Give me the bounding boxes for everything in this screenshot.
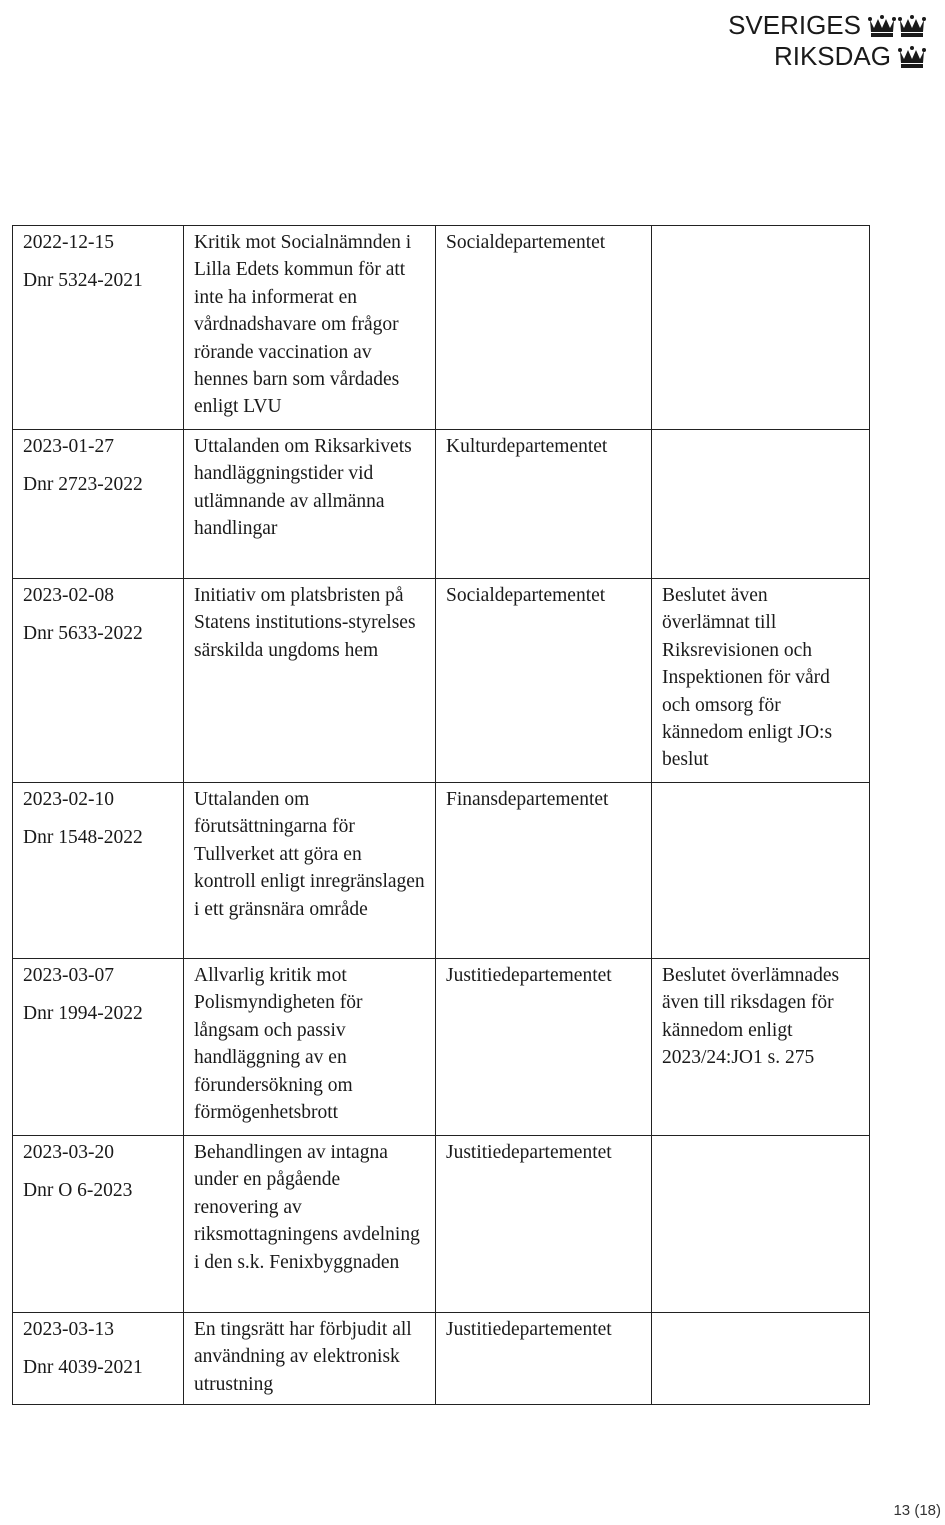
date-cell — [13, 430, 184, 579]
ministry-cell: Finansdepartementet — [436, 783, 652, 959]
note-cell — [652, 226, 870, 430]
ministry-cell: Justitiedepartementet — [436, 1136, 652, 1313]
decision-date: 2023-03-13 — [23, 1319, 114, 1340]
table-row — [13, 783, 870, 959]
page-number: 13 (18) — [893, 1502, 941, 1519]
subject-cell: Behandlingen av intagna under en pågående renovering av riksmottagningens avdelning i den s.k. Fenixbyggnaden — [184, 1136, 436, 1313]
ministry-cell: Justitiedepartementet — [436, 1313, 652, 1405]
ministry-cell: Socialdepartementet — [436, 579, 652, 783]
date-cell — [13, 1313, 184, 1405]
table-row — [13, 1136, 870, 1313]
subject-cell: Kritik mot Socialnämnden i Lilla Edets kommun för att inte ha informerat en vårdnadshavare om frågor rörande vaccination av hennes barn som vårdades enligt LVU — [184, 226, 436, 430]
riksdag-logo — [727, 10, 927, 72]
table-row — [13, 579, 870, 783]
note-cell — [652, 783, 870, 959]
subject-cell: Uttalanden om Riksarkivets handläggningstider vid utlämnande av allmänna handlingar — [184, 430, 436, 579]
crowns-icon — [867, 14, 927, 38]
subject-cell: Uttalanden om förutsättningarna för Tullverket att göra en kontroll enligt inregränslagen i ett gränsnära område — [184, 783, 436, 959]
ministry-cell: Socialdepartementet — [436, 226, 652, 430]
decision-date: 2022-12-15 — [23, 232, 114, 253]
date-cell — [13, 1136, 184, 1313]
decision-date: 2023-03-20 — [23, 1142, 114, 1163]
decision-date: 2023-02-08 — [23, 585, 114, 606]
decision-date: 2023-02-10 — [23, 789, 114, 810]
note-cell — [652, 430, 870, 579]
dnr-number: Dnr 5324-2021 — [23, 270, 143, 292]
decision-date: 2023-01-27 — [23, 436, 114, 457]
dnr-number: Dnr 2723-2022 — [23, 474, 143, 496]
ministry-cell: Justitiedepartementet — [436, 959, 652, 1136]
table-row — [13, 226, 870, 430]
date-cell — [13, 783, 184, 959]
ministry-cell: Kulturdepartementet — [436, 430, 652, 579]
note-cell — [652, 1136, 870, 1313]
logo-text-line2: RIKSDAG — [773, 41, 891, 71]
dnr-number: Dnr 1548-2022 — [23, 827, 143, 849]
date-cell — [13, 226, 184, 430]
decisions-table — [12, 225, 870, 1405]
subject-cell: Allvarlig kritik mot Polismyndigheten för långsam och passiv handläggning av en förundersökning om förmögenhetsbrott — [184, 959, 436, 1136]
table-row — [13, 959, 870, 1136]
table-row — [13, 1313, 870, 1405]
table-row — [13, 430, 870, 579]
dnr-number: Dnr 1994-2022 — [23, 1003, 143, 1025]
date-cell — [13, 959, 184, 1136]
crown-icon — [897, 45, 927, 69]
date-cell — [13, 579, 184, 783]
note-cell: Beslutet överlämnades även till riksdagen för kännedom enligt 2023/24:JO1 s. 275 — [652, 959, 870, 1136]
subject-cell: Initiativ om platsbristen på Statens institutions-styrelses särskilda ungdoms hem — [184, 579, 436, 783]
subject-cell: En tingsrätt har förbjudit all användning av elektronisk utrustning — [184, 1313, 436, 1405]
note-cell — [652, 1313, 870, 1405]
dnr-number: Dnr 4039-2021 — [23, 1357, 143, 1379]
dnr-number: Dnr 5633-2022 — [23, 623, 143, 645]
note-cell: Beslutet även överlämnat till Riksrevisionen och Inspektionen för vård och omsorg för kännedom enligt JO:s beslut — [652, 579, 870, 783]
logo-text-line1: SVERIGES — [728, 10, 861, 40]
dnr-number: Dnr O 6-2023 — [23, 1180, 133, 1202]
decision-date: 2023-03-07 — [23, 965, 114, 986]
